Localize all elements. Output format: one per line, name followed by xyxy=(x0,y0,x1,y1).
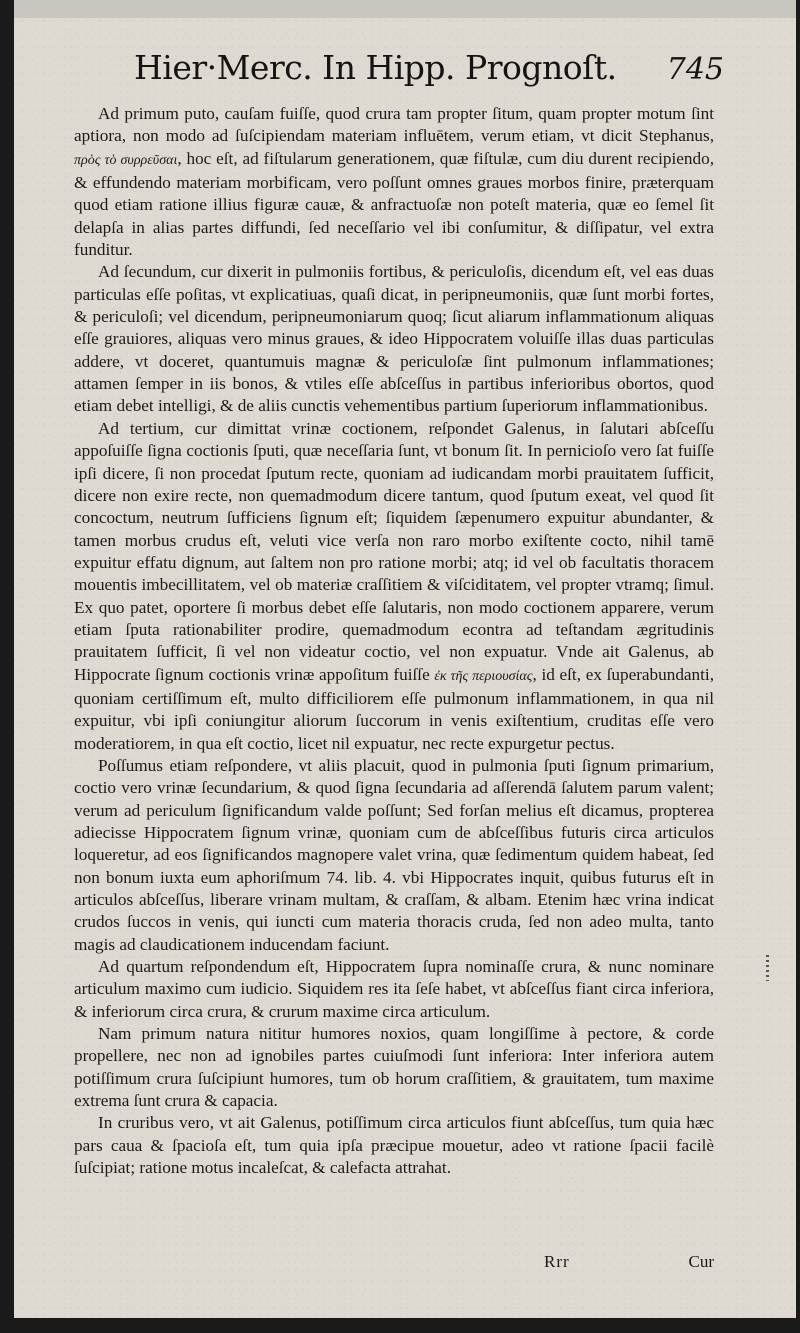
text-segment: Ad ſecundum, cur dixerit in pulmoniis fortibus, & periculoſis, dicendum eſt, vel eas duas particulas eſſe poſitas, vt explicatiuas, quaſi dicat, in peripneumoniis, quæ ſunt morbi fortes, & periculoſi; vel dicendum, peripneumoniarum quoq; ſicut aliarum inflammationum aliquas eſſe grauiores, aliquas vero minus graues, & ideo Hippocratem voluiſſe illas duas particulas addere, vt doceret, quantumuis magnæ & periculoſæ ſint pulmonum inflammationes; attamen ſemper in iis bonos, & vtiles eſſe abſceſſus in partibus inferioribus obortos, quod etiam debet intelligi, & de aliis cunctis vehementibus partium ſuperiorum inflammationibus. xyxy=(74,262,714,416)
paragraph-3 xyxy=(74,418,714,755)
signature-mark: Rrr xyxy=(544,1252,570,1271)
margin-mark xyxy=(766,955,769,981)
text-segment: , hoc eſt, ad fiſtularum generationem, quæ fiſtulæ, cum diu durent recipiendo, & effundendo materiam morbificam, vero poſſunt omnes graues morbos finire, præterquam quod etiam ratione illius figuræ cauæ, & anfractuoſæ non poteſt materia, quæ eo ſemel ſit delapſa in alias partes diffundi, ſed neceſſario vel ibi conſumitur, & diſſipatur, vel extra funditur. xyxy=(74,148,715,260)
paragraph-4 xyxy=(74,755,714,956)
paragraph-1 xyxy=(74,103,714,261)
running-title: Hier·Merc. In Hipp. Prognoſt. xyxy=(134,48,617,87)
text-segment: Ad quartum reſpondendum eſt, Hippocratem ſupra nominaſſe crura, & nunc nominare articulum maximo cum iudicio. Siquidem res ita ſeſe habet, vt abſceſſus fiant circa inferiora, & inferiorum circa crura, & crurum maxime circa articulum. xyxy=(74,957,714,1021)
page-number: 745 xyxy=(666,52,724,87)
text-segment: Ad primum puto, cauſam fuiſſe, quod crura tam propter ſitum, quam propter motum ſint aptiora, non modo ad ſuſcipiendam materiam influētem, verum etiam, vt dicit Stephanus, xyxy=(74,104,714,146)
greek-phrase: ἐκ τῆς περιουσίας xyxy=(434,668,533,684)
body-text xyxy=(74,103,714,1180)
text-segment: Ad tertium, cur dimittat vrinæ coctionem, reſpondet Galenus, in ſalutari abſceſſu appoſuiſſe ſigna coctionis ſputi, quæ neceſſaria ſunt, vt bonum ſit. In pernicioſo vero ſat fuiſſe ipſi dicere, ſi non procedat ſputum recte, quoniam ad iudicandam morbi prauitatem ſufficit, dicere non exire recte, non quemadmodum dicere tantum, quod ſputum exeat, vel quod ſit concoctum, neutrum ſufficiens ſignum eſt; ſiquidem ſæpenumero expuitur abundanter, & tamen morbus crudus eſt, veluti vice verſa non raro morbo exiſtente cocto, nihil tamē expuitur effatu dignum, aut ſaltem non pro ratione morbi; atq; id vel ob facultatis thoracem mouentis imbecillitatem, vel ob materiæ craſſitiem & viſciditatem, vel propter vtramq; ſimul. Ex quo patet, oportere ſi morbus debet eſſe ſalutaris, non modo coctionem apparere, verum etiam ſputa rationabiliter prodire, quemadmodum econtra ad teſtandam ægritudinis prauitatem ſufficit, ſi vel non videatur coctio, vel non expuatur. Vnde ait Galenus, ab Hippocrate ſignum coctionis vrinæ appoſitum fuiſſe xyxy=(74,418,714,684)
paragraph-6 xyxy=(74,1023,714,1112)
paragraph-5 xyxy=(74,956,714,1023)
page-header xyxy=(134,48,724,98)
text-segment: In cruribus vero, vt ait Galenus, potiſſimum circa articulos fiunt abſceſſus, tum quia hæc pars caua & ſpacioſa eſt, tum quia ipſa præcipue mouetur, adeo vt ratione ſpacii facilè ſuſcipiat; ratione motus incaleſcat, & calefacta attrahat. xyxy=(74,1113,714,1178)
page-footer xyxy=(74,1252,714,1278)
catchword: Cur xyxy=(688,1252,714,1271)
page-top-edge xyxy=(14,0,796,18)
text-segment: , id eſt, ex ſuperabundanti, quoniam certiſſimum eſt, multo difficiliorem eſſe pulmonum inflammationem, in qua nil expuitur, vbi ipſi coniungitur aliorum ſuccorum in venis exiſtentium, cruditas eſſe vero moderatiorem, in qua eſt coctio, licet nil expuatur, nec recte expurgetur pectus. xyxy=(74,664,714,753)
text-segment: Nam primum natura nititur humores noxios, quam longiſſime à pectore, & corde propellere, nec non ad ignobiles partes cuiuſmodi ſunt inferiora: Inter inferiora autem potiſſimum crura ſuſcipiunt humores, tum ob horum craſſitiem, & grauitatem, tum maxime extrema ſunt crura & capacia. xyxy=(74,1024,714,1111)
greek-phrase: πρὸς τὸ συρρεῦσαι xyxy=(74,152,178,168)
paragraph-7 xyxy=(74,1112,714,1179)
text-segment: Poſſumus etiam reſpondere, vt aliis placuit, quod in pulmonia ſputi ſignum primarium, coctio vero vrinæ ſecundarium, & quod ſigna ſecundaria ad aſſerendā ſalutem parum valent; verum ad periculum ſignificandum valde poſſunt; Sed forſan melius eſt dicamus, propterea adiecisse Hippocratem ſignum vrinæ, quoniam cum de abſceſſibus futuris circa articulos loqueretur, ad eos ſignificandos magnopere valet vrina, quæ ſedimentum quidem habeat, ſed non bonum iuxta eum aphoriſmum 74. lib. 4. vbi Hippocrates inquit, quibus futurus eſt in articulos abſceſſus, liberare vrinam multam, & craſſam, & albam. Etenim hæc vrina indicat crudos ſuccos in venis, qui iuncti cum materia thoracis cruda, ſed non adeo multa, tanto magis ad claudicationem inducendam faciunt. xyxy=(74,755,714,954)
book-page xyxy=(14,0,796,1318)
paragraph-2 xyxy=(74,261,714,417)
